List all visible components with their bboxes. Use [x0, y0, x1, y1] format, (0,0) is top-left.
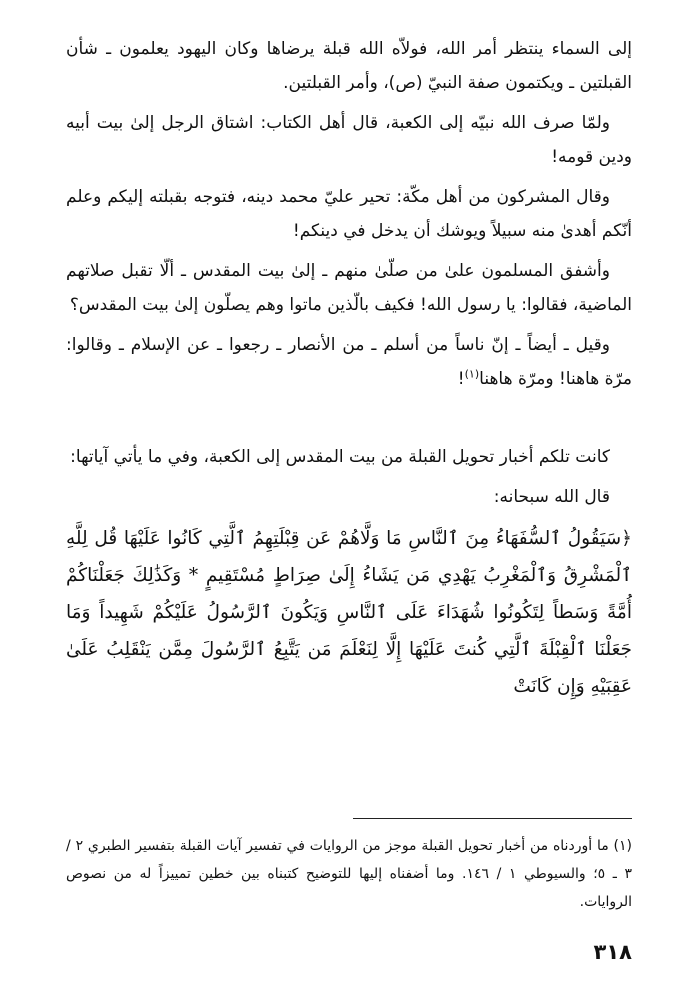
- footnote: (١) ما أوردناه من أخبار تحويل القبلة موجز من الروايات في تفسير آيات القبلة بتفسير الطبري ٢ / ٣ ـ ٥؛ والسيوطي ١ / ١٤٦. وما أضفناه إليها للتوضيح كتبناه بين خطين تمييزاً له من نصوص الروايات.: [66, 838, 633, 910]
- paragraph-2: ولمّا صرف الله نبيّه إلى الكعبة، قال أهل الكتاب: اشتاق الرجل إلىٰ بيت أبيه ودين قومه!: [66, 113, 632, 167]
- paragraph-5-text: وقيل ـ أيضاً ـ إنّ ناساً من أسلم ـ من الأنصار ـ رجعوا ـ عن الإسلام ـ وقالوا: مرّة هاهنا! ومرّة هاهنا: [66, 335, 632, 389]
- speaker-line: قال الله سبحانه:: [493, 487, 610, 507]
- paragraph-5: [66, 328, 632, 396]
- footnote-reference[interactable]: (١): [464, 367, 480, 381]
- footnote-divider: [353, 818, 632, 819]
- intro-paragraph: كانت تلكم أخبار تحويل القبلة من بيت المقدس إلى الكعبة، وفي ما يأتي آياتها:: [70, 447, 610, 467]
- paragraph-4: وأشفق المسلمون علىٰ من صلّىٰ منهم ـ إلىٰ بيت المقدس ـ ألّا تقبل صلاتهم الماضية، فقالوا: يا رسول الله! فكيف بالّذين ماتوا وهم يصلّون إلىٰ بيت المقدس؟: [66, 261, 632, 315]
- quran-verse: ﴿سَيَقُولُ ٱلسُّفَهَاءُ مِنَ ٱلنَّاسِ مَا وَلَّاهُمْ عَن قِبْلَتِهِمُ ٱلَّتِي كَانُوا عَلَيْهَا قُل لِلَّهِ ٱلْمَشْرِقُ وَٱلْمَغْرِبُ يَهْدِي مَن يَشَاءُ إِلَىٰ صِرَاطٍ مُسْتَقِيمٍ * وَكَذَٰلِكَ جَعَلْنَاكُمْ أُمَّةً وَسَطاً لِتَكُونُوا شُهَدَاءَ عَلَى ٱلنَّاسِ وَيَكُونَ ٱلرَّسُولُ عَلَيْكُمْ شَهِيداً وَمَا جَعَلْنَا ٱلْقِبْلَةَ ٱلَّتِي كُنتَ عَلَيْهَا إِلَّا لِنَعْلَمَ مَن يَتَّبِعُ ٱلرَّسُولَ مِمَّن يَنْقَلِبُ عَلَىٰ عَقِبَيْهِ وَإِن كَانَتْ: [66, 528, 632, 697]
- main-text-block: [66, 32, 632, 705]
- paragraph-3: وقال المشركون من أهل مكّة: تحير عليّ محمد دينه، فتوجه بقبلته إليكم وعلم أنّكم أهدىٰ منه سبيلاً ويوشك أن يدخل في دينكم!: [66, 187, 632, 241]
- section-gap: [66, 402, 632, 440]
- paragraph-1: إلى السماء ينتظر أمر الله، فولاّه الله قبلة يرضاها وكان اليهود يعلمون ـ شأن القبلتين ـ ويكتمون صفة النبيّ (ص)، وأمر القبلتين.: [66, 39, 632, 93]
- page-number: ٣١٨: [593, 940, 632, 964]
- paragraph-5-end: !: [457, 369, 465, 389]
